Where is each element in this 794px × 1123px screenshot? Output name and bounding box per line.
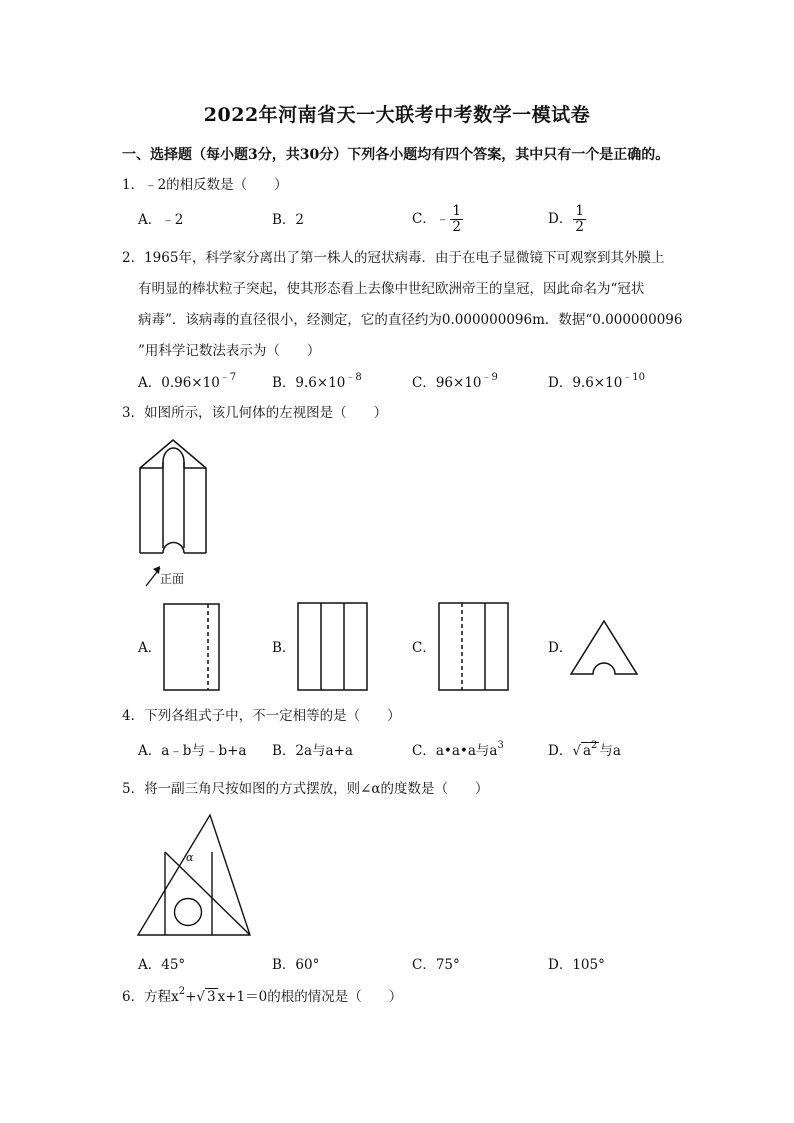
section-heading: 一、选择题（每小题3分，共30分）下列各小题均有四个答案，其中只有一个是正确的。 <box>122 147 670 163</box>
q1-option-b: B．2 <box>272 212 305 228</box>
q2-option-d-text: D．9.6×10 <box>548 375 623 391</box>
q6-sqrt-expression <box>196 987 217 1007</box>
question-2-line-1: 2．1965年，科学家分离出了第一株人的冠状病毒．由于在电子显微镜下可观察到其外膜上 <box>122 250 665 266</box>
question-1-stem: 1．﹣2的相反数是（ ） <box>122 177 288 193</box>
q5-triangles-figure <box>138 815 250 935</box>
solid-figure <box>140 440 206 553</box>
question-4-stem: 4．下列各组式子中，不一定相等的是（ ） <box>122 708 401 724</box>
q1-option-c-prefix: C．﹣ <box>412 211 450 227</box>
question-2-line-4: ”用科学记数法表示为（ ） <box>138 343 321 359</box>
q2-option-c-exponent: ﹣9 <box>481 372 498 383</box>
q6-plus: + <box>185 989 197 1005</box>
q2-option-d-exponent: ﹣10 <box>622 372 646 383</box>
q4-option-d <box>548 741 621 761</box>
large-triangle <box>138 815 250 935</box>
q2-option-a-text: A．0.96×10 <box>138 375 220 391</box>
q6-prefix: 6．方程x <box>122 989 179 1005</box>
question-3-stem: 3．如图所示，该几何体的左视图是（ ） <box>122 405 388 421</box>
fraction-numerator: 1 <box>575 203 584 219</box>
q1-option-a: A．﹣2 <box>138 212 184 228</box>
q4-option-a: A．a﹣b与﹣b+a <box>138 743 247 759</box>
radicand-base: a <box>582 743 591 759</box>
q3-option-c-label: C． <box>412 640 436 656</box>
q3-option-a-label: A． <box>138 640 162 656</box>
q4-option-c <box>412 741 504 761</box>
arch-bottom <box>163 543 184 554</box>
q4-option-b: B．2a与a+a <box>272 743 353 759</box>
right-triangle <box>165 852 212 935</box>
q3-option-d-label: D． <box>548 640 573 656</box>
q4-option-c-text: C．a•a•a与a <box>412 743 498 759</box>
q4-option-d-suffix: 与a <box>599 743 621 759</box>
solid-outline <box>140 440 206 553</box>
sqrt-radicand <box>581 742 599 759</box>
radicand-exponent: 2 <box>591 740 598 751</box>
angle-alpha-label: α <box>186 851 194 864</box>
q3-option-c-figure <box>439 603 508 690</box>
fraction-denominator: 2 <box>452 219 461 235</box>
sqrt-sign-icon: √ <box>196 989 205 1005</box>
q2-option-c-text: C．96×10 <box>412 375 482 391</box>
q3-option-d-figure <box>571 621 637 674</box>
q3-option-a-figure <box>164 604 219 690</box>
q2-option-b-text: B．9.6×10 <box>272 375 346 391</box>
sqrt-expression <box>572 741 599 761</box>
q3-option-b-label: B． <box>272 640 296 656</box>
fraction-numerator: 1 <box>452 203 461 219</box>
q4-option-d-prefix: D． <box>548 743 573 759</box>
front-label: 正面 <box>160 572 185 586</box>
front-arrow <box>146 566 160 586</box>
q2-option-a-exponent: ﹣7 <box>219 372 237 383</box>
q6-sqrt-radicand: 3 <box>207 989 216 1005</box>
question-2-line-3: 病毒”．该病毒的直径很小，经测定，它的直径约为0.000000096m．数据“0.000000096 <box>138 312 683 328</box>
paper-title: 2022年河南省天一大联考中考数学一模试卷 <box>203 104 591 126</box>
q4-option-c-exponent: 3 <box>497 740 504 751</box>
question-6-stem <box>122 987 402 1007</box>
sqrt-sign-icon: √ <box>572 743 581 759</box>
arch-top <box>163 448 184 468</box>
q5-option-b: B．60° <box>272 957 320 973</box>
q5-option-a: A．45° <box>138 957 186 973</box>
q6-suffix: x+1＝0的根的情况是（ ） <box>217 989 403 1005</box>
q3-option-b-figure <box>298 603 367 690</box>
q1-option-d-prefix: D． <box>548 211 573 227</box>
inner-circle <box>175 899 202 926</box>
question-5-stem: 5．将一副三角尺按如图的方式摆放，则∠α的度数是（ ） <box>122 781 489 797</box>
fraction-denominator: 2 <box>575 219 584 235</box>
q6-exponent: 2 <box>178 986 186 997</box>
q5-option-d: D．105° <box>548 957 605 973</box>
q5-option-c: C．75° <box>412 957 460 973</box>
q2-option-b-exponent: ﹣8 <box>345 372 362 383</box>
question-2-line-2: 有明显的棒状粒子突起，使其形态看上去像中世纪欧洲帝王的皇冠，因此命名为“冠状 <box>138 281 645 297</box>
